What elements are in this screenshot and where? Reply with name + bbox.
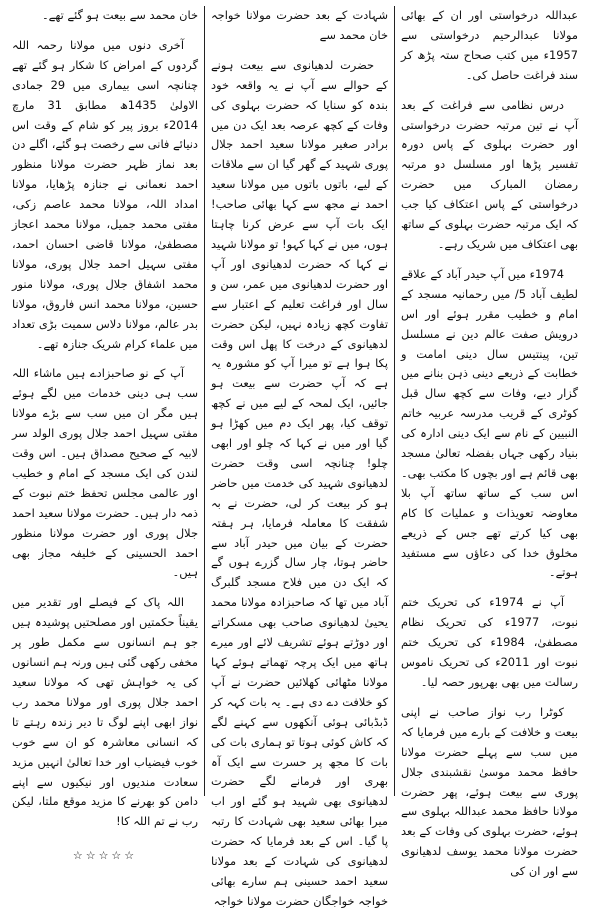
column-left (6, 6, 204, 863)
paragraph-left-1: خان محمد سے بیعت ہو گئے تھے۔ (42, 8, 198, 22)
paragraph-left-2: آخری دنوں میں مولانا رحمہ اللہ گردوں کے امراض کا شکار ہو گئے تھے چنانچہ اسی بیماری میں 29 جمادی الاولیٰ 1435ھ مطابق 31 مارچ 2014ء بروز پیر کو شام کے وقت اس دنیائے فانی سے رخصت ہو گئے، اگلے دن بعد نماز ظہر حضرت مولانا منظور احمد نعمانی نے جنازہ پڑھایا، مولانا امداد اللہ، مولانا محمد عاصم زکی، مفتی محمد جمیل، مولانا محمد اعجاز مصطفیٰ، مولانا قاضی احسان احمد، مفتی سہیل احمد جلال پوری، مولانا محمد اشفاق جلال پوری، مولانا منور حسین، مولانا محمد انس فاروق، مولانا بدر عالم، مولانا دلاس سمیت بڑی تعداد میں علماء کرام شریک جنازہ تھے۔ (12, 37, 199, 351)
paragraph-right-2: درس نظامی سے فراغت کے بعد آپ نے تین مرتبہ حضرت درخواستی اور حضرت بہلوی کے پاس دورہ تفسیر پڑھا اور مسلسل دو مرتبہ رمضان المبارک میں حضرت درخواستی کے پاس اعتکاف کیا جب کہ ایک مرتبہ حضرت بہلوی کے ساتھ بھی اعتکاف میں شریک رہے۔ (401, 97, 578, 251)
column-right (394, 6, 584, 879)
paragraph-middle-2: حضرت لدھیانوی سے بیعت ہونے کے حوالے سے آپ نے یہ واقعہ خود بندہ کو سنایا کہ حضرت بہلوی کی وفات کے کچھ عرصہ بعد ایک دن میں برادر صغیر مولانا سعید احمد جلال پوری شہید کے گھر گیا ان سے ملاقات کے لیے، باتوں باتوں میں مولانا سعید احمد نے مجھ سے کہا بھائی صاحب! ایک بات آپ سے عرض کرنا چاہتا ہوں، میں نے کہا کہو! تو مولانا شہید نے کہا کہ حضرت لدھیانوی اور آپ اور حضرت لدھیانوی میں عمر، سن و سال اور فراغت تعلیم کے اعتبار سے تفاوت کچھ زیادہ نہیں، لیکن حضرت لدھیانوی کے درخت کا پھل اس وقت پکا ہوا ہے تو میرا آپ کو مشورہ یہ ہے کہ آپ حضرت سے بیعت ہو جائیں، ایک لمحہ کے لیے میں نے کچھ توقف کیا، پھر ایک دم میں کھڑا ہو گیا اور میں نے کہا کہ چلو اور ابھی چلو! چنانچہ اسی وقت حضرت لدھیانوی شہید کی خدمت میں حاضر ہو کر بیعت کر لی، حضرت نے بہ شفقت کا معاملہ فرمایا، ہر ہفتہ حضرت کے بیان میں حیدر آباد سے حاضر ہوتا، چار سال گزرے ہوں گے کہ ایک دن میں فلاح مسجد گلبرگ آباد میں تھا کہ صاحبزادہ مولانا محمد یحییٰ لدھیانوی صاحب بھی مسکراتے اور دوڑتے ہوئے تشریف لائے اور میرے ہاتھ میں ایک پرچہ تھماتے ہوئے کہا مولانا مٹھائی کھلائیں حضرت نے آپ کو خلافت دے دی ہے۔ یہ بات کہہ کر ڈبڈبائی ہوئی آنکھوں سے کہنے لگے کہ کاش کوئی ہوتا تو ہماری بات کی بات کا مجھ پر حسرت سے ایک آہ بھری اور فرمانے لگے حضرت لدھیانوی بھی شہید ہو گئے اور اب میرا بھائی سعید بھی شہادت کا رتبہ پا گیا۔ اس کے بعد فرمایا کہ حضرت لدھیانوی کی شہادت کے بعد مولانا سعید احمد حسینی ہم سارے بھائی خواجہ خواجگان حضرت مولانا خواجہ (211, 57, 388, 908)
paragraph-left-4: اللہ پاک کے فیصلے اور تقدیر میں یقیناً حکمتیں اور مصلحتیں پوشیدہ ہیں جو ہم انسانوں سے مکمل طور پر مخفی رکھی گئی ہیں ورنہ ہم انسانوں کی یہ خواہش تھی کہ مولانا سعید احمد جلال پوری اور مولانا محمد رب نواز ابھی اپنے لوگ تا دیر زندہ رہتے تا کہ انسانی معاشرہ کو ان سے خوب خوب فیضیاب اور خدا تعالیٰ انہیں مزید سعادت مندیوں اور نیکیوں سے اپنے دامن کو بھرنے کا مزید موقع ملتا، لیکن رب نے تم اللہ کا! (12, 595, 198, 829)
paragraph-left-3: آپ کے نو صاحبزادے ہیں ماشاء اللہ سب ہی دینی خدمات میں لگے ہوئے ہیں مگر ان میں سب سے بڑے مولانا مفتی سہیل احمد جلال پوری الولد سر لابیہ کے صحیح مصداق ہیں۔ اس وقت لندن کی ایک مسجد کے امام و خطیب اور عالمی مجلس تحفظ ختم نبوت کے ذمہ دار ہیں۔ حضرت مولانا سعید احمد جلال پوری اور حضرت مولانا منظور احمد الحسینی کے خلیفہ مجاز بھی ہیں۔ (12, 366, 198, 580)
paragraph-right-4: آپ نے 1974ء کی تحریک ختم نبوت، 1977ء کی تحریک نظام مصطفیٰ، 1984ء کی تحریک ختم نبوت اور 2011ء کی تحریک ناموس رسالت میں بھی بھرپور حصہ لیا۔ (401, 595, 578, 689)
paragraph-middle-1: شہادت کے بعد حضرت مولانا خواجہ خان محمد سے (211, 8, 388, 42)
end-mark-stars: ☆☆☆☆☆ (72, 849, 138, 863)
paragraph-right-1: عبداللہ درخواستی اور ان کے بھائی مولانا عبدالرحیم درخواستی سے 1957ء میں کتب صحاح ستہ پڑھ کر سند فراغت حاصل کی۔ (401, 8, 578, 82)
paragraph-right-3: 1974ء میں آپ حیدر آباد کے علاقے لطیف آباد 5/ میں رحمانیہ مسجد کے امام و خطیب مقرر ہوئے اور اس درویش صفت عالم دین نے مسلسل تین، پینتیس سال دینی امامت و خطابت کے ذریعے دینی ذہن بنانے میں گزار دیے، وفات سے کچھ سال قبل کوٹری کے قریب مدرسہ عربیہ خاتم النبیین کے نام سے ایک دینی ادارہ کی بنیاد رکھی جہاں بفضلہ تعالیٰ مسجد بھی قائم ہے اور بچوں کا مکتب بھی۔ اس سب کے ساتھ ساتھ آپ بلا معاوضہ تعویذات و عملیات کا کام بھی کیا کرتے تھے جس کے ذریعے مخلوق خدا کی دعاؤں سے مستفید ہوتے۔ (401, 266, 578, 580)
column-middle (204, 6, 394, 908)
paragraph-right-5: کوٹرا رب نواز صاحب نے اپنی بیعت و خلافت کے بارے میں فرمایا کہ میں سب سے پہلے حضرت مولانا حافظ محمد موسیٰ نقشبندی جلال پوری سے بیعت ہوئے، پھر حضرت مولانا حافظ محمد عبداللہ بہلوی سے ہوئے، حضرت بہلوی کی وفات کے بعد حضرت مولانا محمد یوسف لدھیانوی سے اور ان کی (401, 704, 578, 879)
